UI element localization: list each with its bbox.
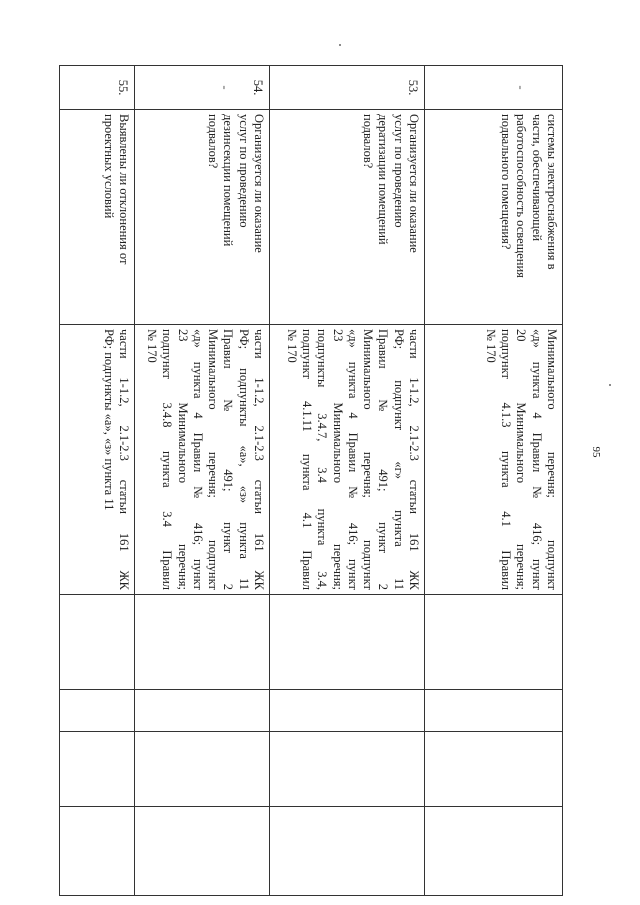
question-cell: [60, 110, 135, 325]
row-number: 53.: [406, 79, 420, 96]
legal-reference-line: подпункты 3.4.7, 3.4 пункта 3.4,: [315, 329, 330, 590]
question-line: Организуется ли оказание: [252, 114, 266, 253]
legal-reference-line: Правил № 491; пункт 2: [376, 329, 391, 590]
answer-cell: [425, 690, 563, 732]
legal-reference-line: № 170: [285, 329, 299, 363]
legal-reference-line: части 1-1.2, 2.1-2.3 статьи 161 ЖК: [252, 329, 266, 590]
legal-reference-line: «д» пункта 4 Правил № 416; пункт: [191, 329, 205, 590]
stray-mark: -: [217, 85, 232, 90]
legal-reference-cell: [425, 325, 563, 595]
question-cell: [425, 110, 563, 325]
question-line: услуг по проведению: [391, 114, 406, 228]
inspection-checklist-table: [59, 65, 563, 896]
scan-speck: [609, 384, 611, 386]
question-line: Выявлены ли отклонения от: [117, 114, 131, 265]
legal-reference-line: 20 Минимального перечня;: [514, 329, 529, 590]
table-row: [135, 66, 270, 896]
legal-reference-line: подпункт 4.1.11 пункта 4.1 Правил: [300, 329, 315, 590]
row-number: 54.: [251, 79, 265, 96]
legal-reference-line: части 1-1.2, 2.1-2.3 статьи 161 ЖК: [117, 329, 131, 590]
legal-reference-line: подпункт 4.1.3 пункта 4.1 Правил: [499, 329, 514, 590]
question-cell: [135, 110, 270, 325]
question-line: подвалов?: [361, 114, 376, 169]
legal-reference-line: № 170: [145, 329, 160, 363]
question-cell: [270, 110, 425, 325]
answer-cell: [60, 690, 135, 732]
question-line: части, обеспечивающей: [529, 114, 544, 242]
legal-reference-line: Правил № 491; пункт 2: [221, 329, 236, 590]
answer-cell: [135, 595, 270, 690]
table-row: [425, 66, 563, 896]
question-line: услуг по проведению: [236, 114, 251, 228]
legal-reference-line: «д» пункта 4 Правил № 416; пункт: [346, 329, 360, 590]
legal-reference-line: подпункт 3.4.8 пункта 3.4 Правил: [160, 329, 175, 590]
answer-cell: [60, 595, 135, 690]
row-number-cell: [425, 66, 563, 110]
legal-reference-line: 23 Минимального перечня;: [330, 329, 345, 590]
table-row: [270, 66, 425, 896]
answer-cell: [270, 595, 425, 690]
legal-reference-line: части 1-1.2, 2.1-2.3 статьи 161 ЖК: [407, 329, 421, 590]
row-number: 55.: [116, 79, 130, 96]
question-line: системы электроснабжения в: [545, 114, 559, 270]
row-number-cell: [270, 66, 425, 110]
answer-cell: [425, 595, 563, 690]
question-line: дератизации помещений: [376, 114, 391, 245]
question-line: дезинсекции помещений: [221, 114, 236, 247]
answer-cell: [135, 732, 270, 807]
legal-reference-cell: [270, 325, 425, 595]
question-line: подвального помещения?: [499, 114, 514, 250]
legal-reference-line: РФ; подпункт «г» пункта 11: [391, 329, 406, 590]
legal-reference-line: № 170: [484, 329, 498, 363]
answer-cell: [270, 690, 425, 732]
legal-reference-cell: [135, 325, 270, 595]
answer-cell: [270, 732, 425, 807]
table-row: [60, 66, 135, 896]
question-line: подвалов?: [206, 114, 221, 169]
answer-cell: [135, 807, 270, 896]
legal-reference-line: Минимального перечня; подпункт: [206, 329, 221, 590]
legal-reference-line: РФ; подпункты «а», «з» пункта 11: [101, 329, 116, 511]
legal-reference-line: «д» пункта 4 Правил № 416; пункт: [529, 329, 544, 590]
legal-reference-cell: [60, 325, 135, 595]
question-line: Организуется ли оказание: [407, 114, 421, 253]
legal-reference-line: 23 Минимального перечня;: [175, 329, 190, 590]
answer-cell: [270, 807, 425, 896]
legal-reference-line: РФ; подпункты «а», «з» пункта 11: [236, 329, 251, 590]
question-line: проектных условий: [101, 114, 116, 219]
page-number: 95: [590, 446, 602, 458]
answer-cell: [425, 807, 563, 896]
answer-cell: [60, 732, 135, 807]
question-line: работоспособность освещения: [514, 114, 529, 278]
row-number-cell: [60, 66, 135, 110]
legal-reference-line: Минимального перечня; подпункт: [545, 329, 559, 590]
answer-cell: [425, 732, 563, 807]
row-number-cell: [135, 66, 270, 110]
answer-cell: [135, 690, 270, 732]
legal-reference-line: Минимального перечня; подпункт: [361, 329, 376, 590]
answer-cell: [60, 807, 135, 896]
stray-mark: -: [514, 85, 528, 90]
scan-speck: [339, 44, 341, 46]
